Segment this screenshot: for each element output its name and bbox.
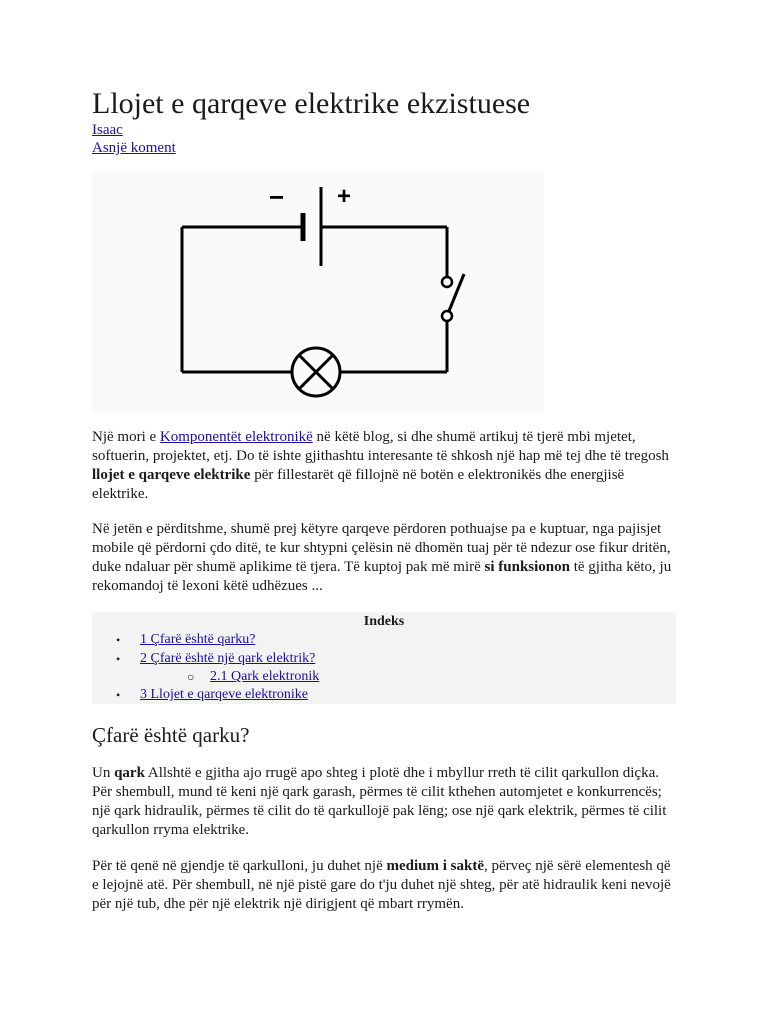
toc-bullet: •	[116, 688, 121, 702]
qark-definition-paragraph	[92, 764, 676, 840]
components-link[interactable]: Komponentët elektronikë	[159, 429, 313, 445]
para4-bold: medium i saktë	[386, 858, 484, 874]
everyday-paragraph	[92, 520, 676, 596]
page-title: Llojet e qarqeve elektrike ekzistuese	[92, 87, 531, 120]
switch-contact-top	[442, 277, 452, 287]
switch-contact-bottom	[442, 311, 452, 321]
para3-text-2: Allshtë e gjitha ajo rrugë apo shteg i plotë dhe i mbyllur rreth të cilit qarkullon diçka. Për shembull, mund të keni një qark garash, përmes të cilit kthehen automjetet e konkurrencës; një qark hidraulik, përmes të cilit do të qarkullojë pak lëng; ose një qark elektrik, përmes të cilit qarkullon rryma elektrike.	[92, 765, 667, 838]
minus-sign: −	[269, 182, 285, 212]
intro-text-3: për fillestarët që fillojnë në botën e elektronikës dhe energjisë elektrike.	[92, 467, 625, 502]
medium-paragraph	[92, 857, 676, 914]
toc-title: Indeks	[363, 614, 405, 629]
para2-bold: si funksionon	[484, 559, 570, 575]
toc-item-1[interactable]: 1 Çfarë është qarku?	[140, 632, 256, 647]
para4-text-2: , përveç një sërë elementesh që e lejojnë atë. Për shembull, në një pistë gare do t'ju duhet një shteg, për atë hidraulik keni nevojë për një tub, dhe për një elektrik një dirigjent që mbart rrymën.	[92, 858, 671, 912]
toc-bullet: •	[116, 633, 121, 647]
circuit-diagram-svg	[92, 170, 544, 414]
author-link[interactable]: Isaac	[92, 122, 123, 138]
toc-item-2[interactable]: 2 Çfarë është një qark elektrik?	[140, 651, 316, 666]
para3-text-1: Un	[92, 765, 115, 781]
para2-text-2: të gjitha këto, ju rekomandoj të lexoni këtë udhëzues ...	[92, 559, 672, 594]
para2-text-1: Në jetën e përditshme, shumë prej këtyre qarqeve përdoren pothuajse pa e kuptuar, nga pajisjet mobile që përdorni çdo ditë, te kur shtypni çelësin në dhomën tuaj për të ndezur ose fikur dritën, duke ndaluar për shumë aplikime të tjera. Të kuptoj pak më mirë	[92, 521, 671, 575]
intro-text-2: në këtë blog, si dhe shumë artikuj të tjerë mbi mjetet, softuerin, projektet, etj. Do të ishte gjithashtu interesante të shkosh një hap më tej dhe të tregosh	[92, 429, 669, 464]
toc-bullet: •	[116, 652, 121, 666]
intro-paragraph	[92, 428, 676, 504]
section-heading-qarku: Çfarë është qarku?	[92, 723, 250, 747]
circuit-diagram-image	[92, 170, 544, 414]
comments-link[interactable]: Asnjë koment	[92, 140, 176, 156]
para4-text-1: Për të qenë në gjendje të qarkulloni, ju duhet një	[92, 858, 387, 874]
table-of-contents	[92, 612, 676, 704]
toc-sub-bullet: ○	[187, 670, 195, 684]
toc-item-2-1[interactable]: 2.1 Qark elektronik	[210, 669, 320, 684]
intro-text-1: Një mori e	[92, 429, 160, 445]
para3-bold: qark	[114, 765, 145, 781]
toc-item-3[interactable]: 3 Llojet e qarqeve elektronike	[140, 687, 308, 702]
intro-bold: llojet e qarqeve elektrike	[92, 467, 251, 483]
plus-sign: +	[337, 183, 352, 210]
